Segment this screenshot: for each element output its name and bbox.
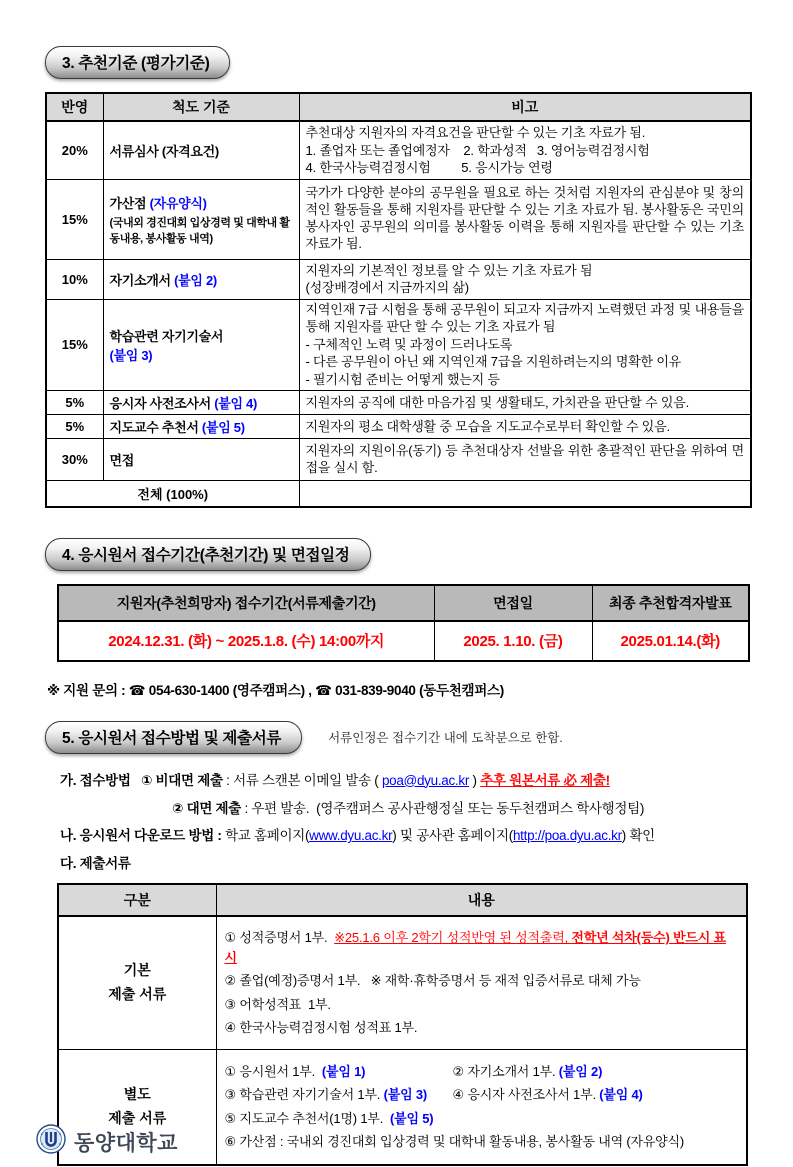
table-row [46,439,751,481]
list-item: ③ 학습관련 자기기술서 1부. (붙임 3) ④ 응시자 사전조사서 1부. (붙임 4) [224,1087,643,1103]
original-docs-warning: 추후 원본서류 必 제출! [480,772,610,788]
col-header-weight: 반영 [46,93,103,121]
table-row [46,391,751,415]
attachment-tag: (붙임 3) [109,347,153,363]
table-row [46,259,751,299]
weight-cell: 15% [46,179,103,259]
criteria-cell: 학습관련 자기기술서 (붙임 3) [103,299,299,390]
weight-cell: 5% [46,415,103,439]
attachment-tag: (붙임 2) [558,1063,603,1079]
method-ga-label: 가. 접수방법 [60,772,131,788]
grade-print-warning: ※25.1.6 이후 2학기 성적반영 된 성적출력, [334,930,572,946]
note-cell: 지원자의 기본적인 정보를 알 수 있는 기초 자료가 됨 (성장배경에서 지금까지의 삶) [299,259,751,299]
interview-date-value: 2025. 1.10. (금) [434,621,592,661]
method-line-na: 나. 응시원서 다운로드 방법 : 학교 홈페이지(www.dyu.ac.kr) 및 공사관 홈페이지(http://poa.dyu.ac.kr) 확인 [60,828,655,844]
table-row [58,621,749,661]
weight-cell: 30% [46,439,103,481]
table-header-row [46,93,751,121]
col-header-apply-period: 지원자(추천희망자) 접수기간(서류제출기간) [58,585,434,621]
contact-phone-1: 054-630-1400 (영주캠퍼스) , [148,682,312,698]
attachment-tag: (붙임 1) [321,1063,366,1079]
document-page [0,46,793,1167]
school-homepage-link[interactable]: www.dyu.ac.kr [309,828,393,844]
attachment-tag: (붙임 4) [599,1087,643,1103]
note-cell: 지원자의 지원이유(동기) 등 추천대상자 선발을 위한 총괄적인 판단을 위하여 면접을 실시 함. [299,439,751,481]
table-header-row [58,585,749,621]
section3-header [45,46,793,79]
table-row [46,179,751,259]
method-line-da [60,855,793,874]
email-link[interactable]: poa@dyu.ac.kr [381,772,470,788]
note-cell: 추천대상 지원자의 자격요건을 판단할 수 있는 기초 자료가 됨. 1. 졸업자 또는 졸업예정자 2. 학과성적 3. 영어능력검정시험 4. 한국사능력검정시험 5. 응시가능 연령 [299,121,751,179]
extra-docs-label: 별도 제출 서류 [58,1049,216,1165]
col-header-interview-date: 면접일 [434,585,592,621]
schedule-table [57,584,750,662]
table-row [46,121,751,179]
method-item2-label: ② 대면 제출 [172,800,241,816]
section3-title-pill: 3. 추천기준 (평가기준) [45,46,230,79]
university-name: 동양대학교 [74,1131,178,1155]
table-total-row [46,481,751,507]
basic-docs-label: 기본 제출 서류 [58,916,216,1049]
rank-required-warning: 전학년 석차(등수) 반드시 표시 [224,930,726,965]
list-item: ① 응시원서 1부. (붙임 1) ② 자기소개서 1부. (붙임 2) [224,1063,603,1079]
section4-header [45,538,793,571]
empty-note-cell [299,481,751,507]
extra-docs-items [216,1049,747,1165]
method-line-ga: 가. 접수방법 ① 비대면 제출 : 서류 스캔본 이메일 발송 ( poa@dyu.ac.kr ) 추후 원본서류 必 제출! [60,772,610,788]
criteria-cell: 서류심사 (자격요건) [103,121,299,179]
evaluation-criteria-table [45,92,752,508]
criteria-cell: 면접 [103,439,299,481]
note-cell: 국가가 다양한 분야의 공무원을 필요로 하는 것처럼 지원자의 관심분야 및 창의적인 활동들을 통해 지원자를 판단할 수 있는 기초 자료가 됨. 봉사활동은 국민의 봉사자인 공무원의 의미를 봉사활동 이력을 통해 지원자를 판단할 수 있는 기초 자료가 됨. [299,179,751,259]
list-item: ③ 어학성적표 1부. [224,996,331,1012]
contact-prefix: ※ 지원 문의 : [47,682,126,698]
final-announcement-value: 2025.01.14.(화) [592,621,749,661]
attachment-tag: (붙임 5) [198,420,245,436]
weight-cell: 10% [46,259,103,299]
section4-title-pill: 4. 응시원서 접수기간(추천기간) 및 면접일정 [45,538,371,571]
list-item: ② 졸업(예정)증명서 1부. ※ 재학·휴학증명서 등 재적 입증서류로 대체 가능 [224,973,641,989]
phone-icon: ☎ [128,682,146,698]
phone-icon: ☎ [315,682,332,698]
criteria-cell: 자기소개서 (붙임 2) [103,259,299,299]
col-header-criteria: 척도 기준 [103,93,299,121]
note-cell: 지원자의 공직에 대한 마음가짐 및 생활태도, 가치관을 판단할 수 있음. [299,391,751,415]
submission-method-block [60,772,793,875]
list-item: ⑤ 지도교수 추천서(1명) 1부. (붙임 5) [224,1110,434,1126]
note-cell: 지원자의 평소 대학생활 중 모습을 지도교수로부터 확인할 수 있음. [299,415,751,439]
note-cell: 지역인재 7급 시험을 통해 공무원이 되고자 지금까지 노력했던 과정 및 내용들을 통해 지원자를 판단 할 수 있는 기초 자료가 됨 - 구체적인 노력 및 과정이 드러나도록 - 다른 공무원이 아닌 왜 지역인재 7급을 지원하려는지의 명확한 이유 - 필기시험 준비는 어떻게 했는지 등 [299,299,751,390]
criteria-cell: 응시자 사전조사서 (붙임 4) [103,391,299,415]
criteria-subtext: (국내외 경진대회 입상경력 및 대학내 활동내용, 봉사활동 내역) [109,216,290,245]
col-header-note: 비고 [299,93,751,121]
col-header-content: 내용 [216,884,747,916]
basic-docs-items [216,916,747,1049]
table-header-row [58,884,747,916]
basic-documents-row [58,916,747,1049]
attachment-tag: (붙임 3) [383,1087,428,1103]
weight-cell: 15% [46,299,103,390]
method-line-item2: ② 대면 제출 : 우편 발송. (영주캠퍼스 공사관행정실 또는 동두천캠퍼스 학사행정팀) [172,800,645,816]
contact-line [47,679,793,699]
university-emblem-icon [36,1124,66,1159]
weight-cell: 5% [46,391,103,415]
total-label: 전체 (100%) [46,481,299,507]
free-format-tag: (자유양식) [146,195,207,211]
attachment-tag: (붙임 5) [389,1110,434,1126]
table-row [46,299,751,390]
section5-title-pill: 5. 응시원서 접수방법 및 제출서류 [45,721,302,754]
university-logo [36,1124,178,1159]
method-da-label: 다. 제출서류 [60,856,131,872]
attachment-tag: (붙임 2) [170,272,217,288]
criteria-cell: 가산점 (자유양식) (국내외 경진대회 입상경력 및 대학내 활동내용, 봉사활동 내역) [103,179,299,259]
list-item: ④ 한국사능력검정시험 성적표 1부. [224,1020,418,1036]
apply-period-value: 2024.12.31. (화) ~ 2025.1.8. (수) 14:00까지 [58,621,434,661]
gongsagwan-homepage-link[interactable]: http://poa.dyu.ac.kr [512,828,622,844]
section5-header [45,721,793,754]
method-na-label: 나. 응시원서 다운로드 방법 : [60,828,226,844]
col-header-category: 구분 [58,884,216,916]
table-row [46,415,751,439]
contact-phone-2: 031-839-9040 (동두천캠퍼스) [335,682,504,698]
list-item: ① 성적증명서 1부. ※25.1.6 이후 2학기 성적반영 된 성적출력, 전학년 석차(등수) 반드시 표시 [224,930,726,965]
col-header-final-announcement: 최종 추천합격자발표 [592,585,749,621]
attachment-tag: (붙임 4) [210,396,258,412]
criteria-cell: 지도교수 추천서 (붙임 5) [103,415,299,439]
weight-cell: 20% [46,121,103,179]
list-item: ⑥ 가산점 : 국내외 경진대회 입상경력 및 대학내 활동내용, 봉사활동 내역 (자유양식) [224,1134,685,1150]
method-item1-label: ① 비대면 제출 [140,772,223,788]
section5-side-note: 서류인정은 접수기간 내에 도착분으로 한함. [328,731,563,746]
